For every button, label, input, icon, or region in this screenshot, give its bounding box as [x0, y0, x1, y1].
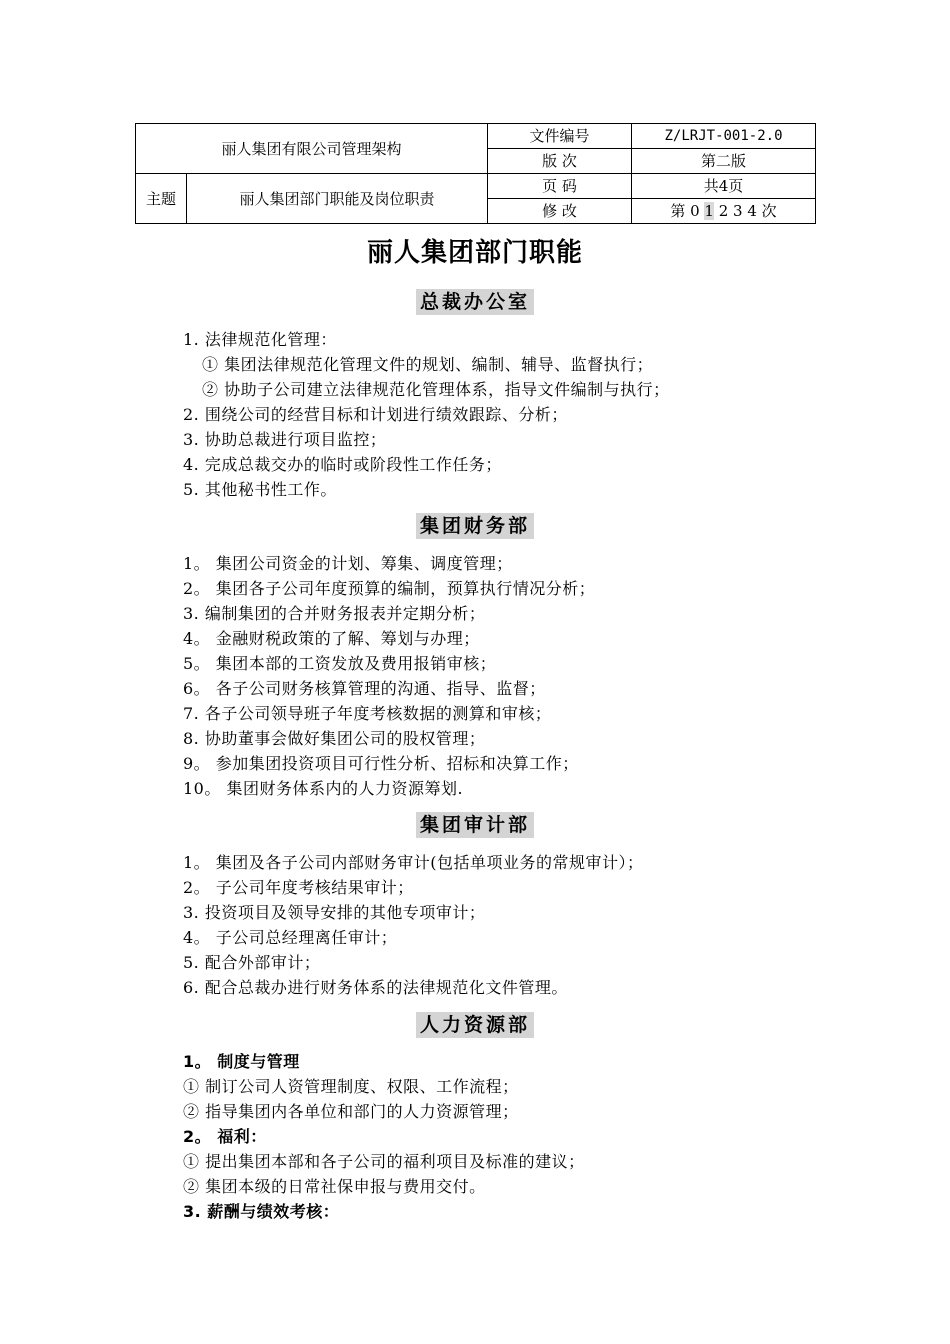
list-item: ① 集团法律规范化管理文件的规划、编制、辅导、监督执行； [202, 355, 654, 374]
document-header-table [135, 123, 816, 224]
list-item: ② 指导集团内各单位和部门的人力资源管理； [183, 1102, 519, 1121]
subject-label: 主题 [136, 174, 187, 224]
list-item: 9。 参加集团投资项目可行性分析、招标和决算工作； [183, 754, 579, 773]
document-title: 丽人集团部门职能 [366, 238, 583, 268]
list-item: 4。 金融财税政策的了解、筹划与办理； [183, 629, 480, 648]
list-item: 2。 子公司年度考核结果审计； [183, 878, 414, 897]
version-label: 版 次 [488, 149, 632, 174]
list-item: 5. 配合外部审计； [183, 953, 321, 972]
doc-no-value: Z/LRJT-001-2.0 [632, 124, 816, 149]
list-item: 1。 制度与管理 [183, 1052, 300, 1071]
list-item: 6。 各子公司财务核算管理的沟通、指导、监督； [183, 679, 546, 698]
list-item: 2。 福利： [183, 1127, 267, 1146]
list-item: 5. 其他秘书性工作。 [183, 480, 337, 499]
revision-value [632, 199, 816, 224]
list-item: ② 集团本级的日常社保申报与费用交付。 [183, 1177, 486, 1196]
list-item: 10。 集团财务体系内的人力资源筹划. [183, 779, 464, 798]
list-item: 3. 编制集团的合并财务报表并定期分析； [183, 604, 486, 623]
revision-prefix: 第 0 [670, 202, 700, 220]
list-item: 3. 协助总裁进行项目监控； [183, 430, 387, 449]
list-item: 2. 围绕公司的经营目标和计划进行绩效跟踪、分析； [183, 405, 568, 424]
pages-label: 页 码 [488, 174, 632, 199]
list-item: 4。 子公司总经理离任审计； [183, 928, 398, 947]
pages-value: 共4页 [632, 174, 816, 199]
section-heading-finance: 集团财务部 [0, 513, 950, 539]
subject-value: 丽人集团部门职能及岗位职责 [187, 174, 488, 224]
section-heading-audit: 集团审计部 [0, 812, 950, 838]
section-heading-hr: 人力资源部 [0, 1012, 950, 1038]
section-heading-ceo-office: 总裁办公室 [0, 289, 950, 315]
list-item: ② 协助子公司建立法律规范化管理体系，指导文件编制与执行； [202, 380, 670, 399]
list-item: ① 提出集团本部和各子公司的福利项目及标准的建议； [183, 1152, 585, 1171]
list-item: 6. 配合总裁办进行财务体系的法律规范化文件管理。 [183, 978, 568, 997]
list-item: 2。 集团各子公司年度预算的编制，预算执行情况分析； [183, 579, 596, 598]
company-cell: 丽人集团有限公司管理架构 [136, 124, 488, 174]
list-item: 8. 协助董事会做好集团公司的股权管理； [183, 729, 486, 748]
list-item: 4. 完成总裁交办的临时或阶段性工作任务； [183, 455, 502, 474]
list-item: 3. 投资项目及领导安排的其他专项审计； [183, 903, 486, 922]
revision-label: 修 改 [488, 199, 632, 224]
revision-current: 1 [704, 202, 714, 220]
list-item: 1。 集团公司资金的计划、筹集、调度管理； [183, 554, 513, 573]
version-value: 第二版 [632, 149, 816, 174]
list-item: 1. 法律规范化管理： [183, 330, 337, 349]
list-item: 5。 集团本部的工资发放及费用报销审核； [183, 654, 497, 673]
revision-suffix: 2 3 4 次 [718, 202, 777, 220]
list-item: 3. 薪酬与绩效考核： [183, 1202, 340, 1221]
doc-no-label: 文件编号 [488, 124, 632, 149]
list-item: 7. 各子公司领导班子年度考核数据的测算和审核； [183, 704, 552, 723]
list-item: ① 制订公司人资管理制度、权限、工作流程； [183, 1077, 519, 1096]
list-item: 1。 集团及各子公司内部财务审计(包括单项业务的常规审计）； [183, 853, 644, 872]
